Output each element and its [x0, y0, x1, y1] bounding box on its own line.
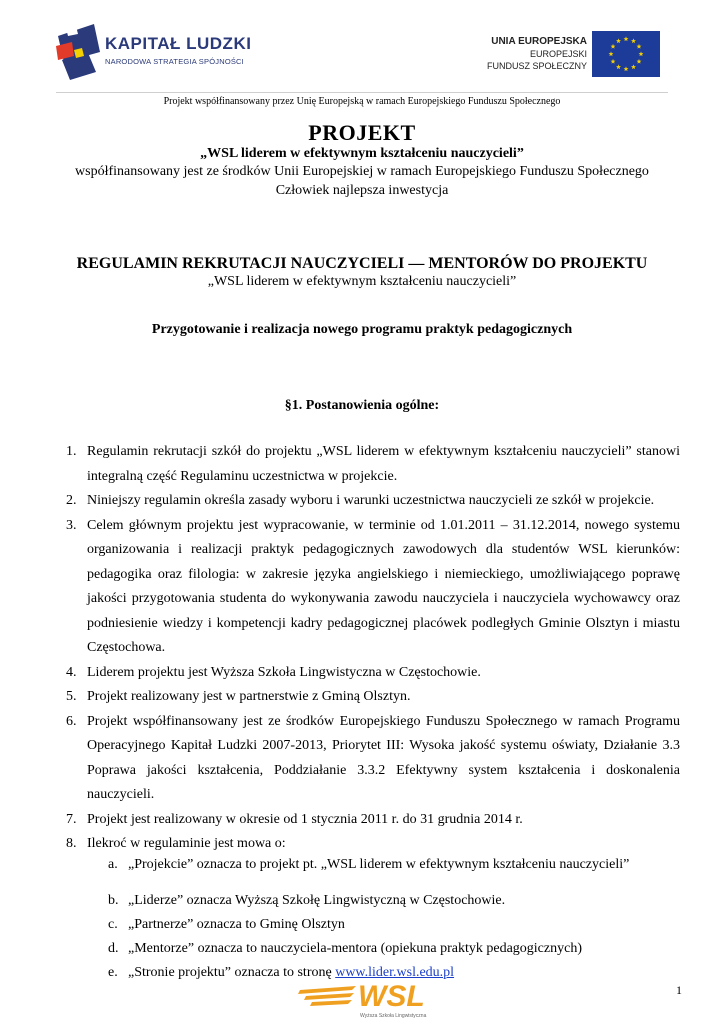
sub-letter: b.: [108, 892, 119, 908]
project-website-link[interactable]: www.lider.wsl.edu.pl: [335, 964, 455, 980]
sublist-item: [108, 889, 680, 913]
project-name: „WSL liderem w efektywnym kształceniu nauczycieli”: [200, 146, 524, 161]
list-item: [66, 808, 680, 833]
item-text: Niniejszy regulamin określa zasady wyboru i warunki uczestnictwa nauczycieli ze szkół w projekcie.: [87, 493, 655, 508]
sub-text: „Mentorze” oznacza to nauczyciela-mentora (opiekuna praktyk pedagogicznych): [128, 940, 582, 956]
list-item: [66, 489, 680, 514]
item-text: Projekt jest realizowany w okresie od 1 stycznia 2011 r. do 31 grudnia 2014 r.: [87, 811, 523, 827]
item-number: 7.: [66, 811, 77, 827]
cofinancing-note: Projekt współfinansowany przez Unię Europejską w ramach Europejskiego Funduszu Społecznego: [163, 96, 561, 107]
eu-line-2: EUROPEJSKI: [529, 49, 587, 59]
list-item: [66, 440, 680, 489]
header-divider: [56, 92, 668, 93]
kapital-ludzki-subtitle: NARODOWA STRATEGIA SPÓJNOŚCI: [105, 57, 244, 66]
list-item: [66, 661, 680, 686]
item-text: Projekt realizowany jest w partnerstwie z Gminą Olsztyn.: [87, 689, 411, 704]
list-item: [66, 514, 680, 661]
list-item: [66, 832, 680, 985]
sub-text: „Liderze” oznacza Wyższą Szkołę Lingwistyczną w Częstochowie.: [128, 892, 506, 908]
item-number: 6.: [66, 713, 77, 729]
sublist-item: [108, 853, 680, 877]
list-item: [66, 685, 680, 710]
eu-line-3: FUNDUSZ SPOŁECZNY: [486, 61, 587, 71]
item-number: 2.: [66, 493, 77, 508]
general-provisions-list: [66, 440, 680, 985]
list-item: [66, 710, 680, 808]
item-number: 8.: [66, 836, 77, 851]
item-number: 5.: [66, 689, 77, 704]
regulation-title: REGULAMIN REKRUTACJI NAUCZYCIELI — MENTORÓW DO PROJEKTU: [76, 255, 648, 272]
sub-text: „Projekcie” oznacza to projekt pt. „WSL liderem w efektywnym kształceniu nauczycieli”: [128, 856, 630, 872]
eu-line-1: UNIA EUROPEJSKA: [491, 36, 587, 47]
sublist-item: [108, 913, 680, 937]
wsl-logo: [296, 976, 432, 1020]
item-number: 4.: [66, 664, 77, 680]
project-heading: PROJEKT: [308, 120, 416, 145]
item-text: Regulamin rekrutacji szkół do projektu „WSL liderem w efektywnym kształceniu nauczycieli” stanowi integralną część Regulaminu uczestnictwa w projekcie.: [87, 444, 680, 484]
sub-letter: a.: [108, 856, 118, 872]
item-number: 1.: [66, 444, 77, 459]
wsl-logo-subtext: Wyższa Szkoła Lingwistyczna: [360, 1013, 427, 1019]
item-text: Celem głównym projektu jest wypracowanie, w terminie od 1.01.2011 – 31.12.2014, nowego systemu organizowania i realizacji praktyk pedagogicznych zawodowych dla studentów WSL kierunków: pedagogika oraz filologia: w zakresie języka angielskiego i niemieckiego, umożliwiającego poprawę jakości przygotowania studenta do wykonywania zawodu nauczyciela i nauczyciela wychowawcy oraz podniesienie wiedzy i kompetencji kadry pedagogicznej placówek podległych Gminie Olsztyn i miastu Częstochowa.: [87, 517, 680, 655]
section-title: Przygotowanie i realizacja nowego programu praktyk pedagogicznych: [151, 322, 573, 337]
item-number: 3.: [66, 517, 77, 533]
item-text: Liderem projektu jest Wyższa Szkoła Lingwistyczna w Częstochowie.: [87, 664, 481, 680]
sub-text: „Stronie projektu” oznacza to stronę: [128, 964, 332, 980]
sublist-item: [108, 937, 680, 961]
kapital-ludzki-title: KAPITAŁ LUDZKI: [105, 34, 252, 53]
project-funding-line: współfinansowany jest ze środków Unii Europejskiej w ramach Europejskiego Funduszu Społecznego: [75, 164, 649, 179]
sub-text: „Partnerze” oznacza to Gminę Olsztyn: [128, 916, 345, 932]
sub-letter: e.: [108, 964, 118, 980]
eu-text-block: [475, 36, 587, 72]
paragraph-title: §1. Postanowienia ogólne:: [284, 398, 440, 413]
page-number: 1: [676, 983, 682, 997]
sub-letter: d.: [108, 940, 119, 956]
definitions-sublist: [108, 853, 680, 985]
project-motto: Człowiek najlepsza inwestycja: [275, 183, 449, 198]
sub-letter: c.: [108, 916, 118, 932]
item-text: Ilekroć w regulaminie jest mowa o:: [87, 836, 286, 851]
regulation-subtitle: „WSL liderem w efektywnym kształceniu nauczycieli”: [207, 274, 517, 289]
wsl-logo-text: WSL: [358, 980, 425, 1013]
item-text: Projekt współfinansowany jest ze środków Europejskiego Funduszu Społecznego w ramach Programu Operacyjnego Kapitał Ludzki 2007-2013, Priorytet III: Wysoka jakość systemu oświaty, Działanie 3.3 Poprawa jakości kształcenia, Poddziałanie 3.3.2 Efektywny system kształcenia i doskonalenia nauczycieli.: [87, 713, 680, 802]
eu-flag-icon: [592, 31, 660, 77]
